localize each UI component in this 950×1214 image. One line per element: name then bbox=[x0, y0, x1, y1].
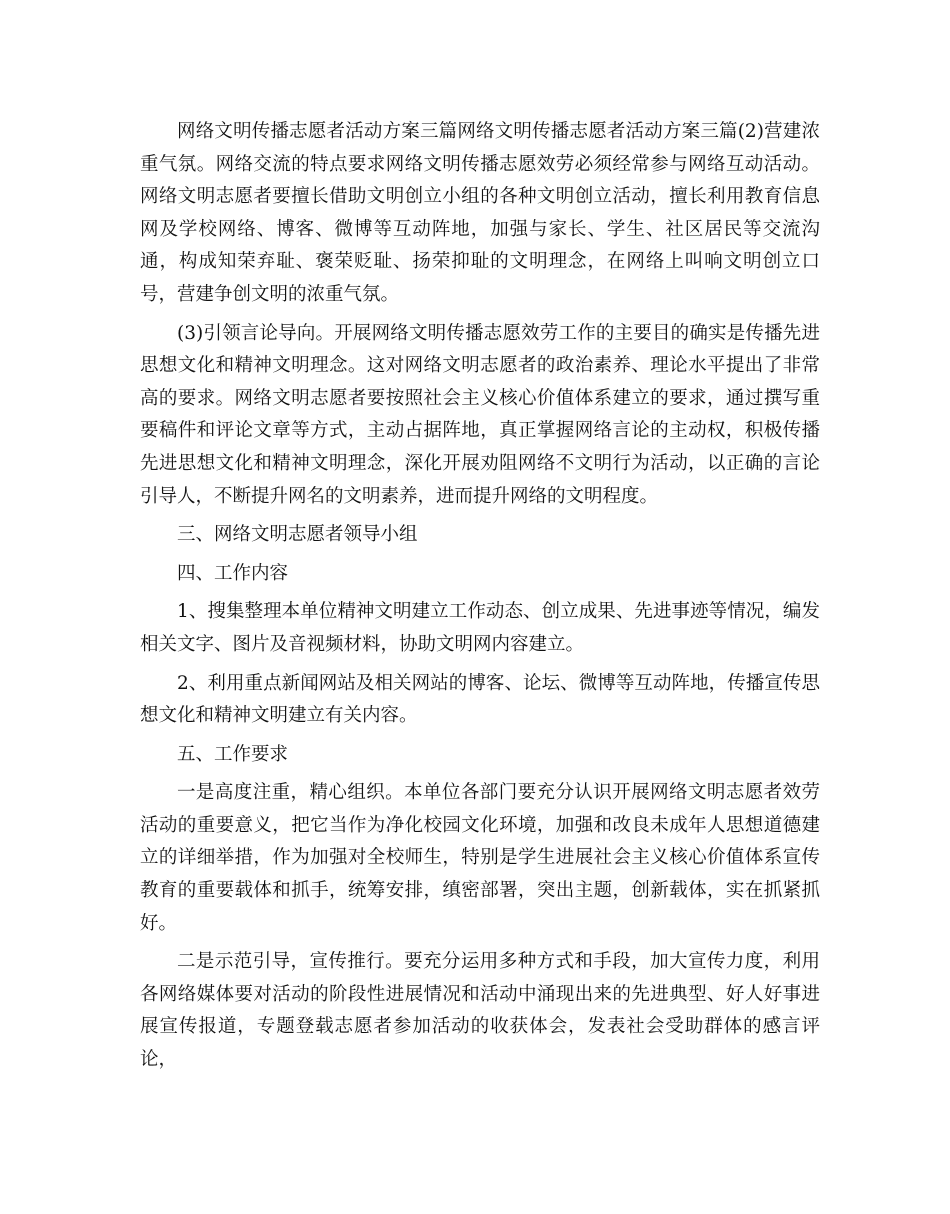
paragraph-guidance: (3)引领言论导向。开展网络文明传播志愿效劳工作的主要目的确实是传播先进思想文化和精神文明理念。这对网络文明志愿者的政治素养、理论水平提出了非常高的要求。网络文明志愿者要按照社会主义核心价值体系建立的要求，通过撰写重要稿件和评论文章等方式，主动占据阵地，真正掌握网络言论的主动权，积极传播先进思想文化和精神文明理念，深化开展劝阻网络不文明行为活动，以正确的言论引导人，不断提升网名的文明素养，进而提升网络的文明程度。 bbox=[140, 322, 820, 507]
heading-work-content: 四、工作内容 bbox=[177, 562, 289, 584]
heading-leadership-group: 三、网络文明志愿者领导小组 bbox=[177, 524, 418, 546]
paragraph-requirement-2: 二是示范引导，宣传推行。要充分运用多种方式和手段，加大宣传力度，利用各网络媒体要对活动的阶段性进展情况和活动中涌现出来的先进典型、好人好事进展宣传报道，专题登载志愿者参加活动的收获体会，发表社会受助群体的感言评论， bbox=[140, 951, 820, 1071]
paragraph-item-1: 1、搜集整理本单位精神文明建立工作动态、创立成果、先进事迹等情况，编发相关文字、图片及音视频材料，协助文明网内容建立。 bbox=[140, 601, 820, 655]
paragraph-requirement-1: 一是高度注重，精心组织。本单位各部门要充分认识开展网络文明志愿者效劳活动的重要意义，把它当作为净化校园文化环境，加强和改良未成年人思想道德建立的详细举措，作为加强对全校师生，特别是学生进展社会主义核心价值体系宣传教育的重要载体和抓手，统筹安排，缜密部署，突出主题，创新载体，实在抓紧抓好。 bbox=[140, 782, 820, 934]
paragraph-item-2: 2、利用重点新闻网站及相关网站的博客、论坛、微博等互动阵地，传播宣传思想文化和精神文明建立有关内容。 bbox=[140, 672, 820, 727]
heading-work-requirements: 五、工作要求 bbox=[177, 743, 289, 765]
paragraph-intro: 网络文明传播志愿者活动方案三篇网络文明传播志愿者活动方案三篇(2)营建浓重气氛。网络交流的特点要求网络文明传播志愿效劳必须经常参与网络互动活动。网络文明志愿者要擅长借助文明创立小组的各种文明创立活动，擅长利用教育信息网及学校网络、博客、微博等互动阵地，加强与家长、学生、社区居民等交流沟通，构成知荣弃耻、褒荣贬耻、扬荣抑耻的文明理念，在网络上叫响文明创立口号，营建争创文明的浓重气氛。 bbox=[140, 121, 820, 305]
document-body bbox=[140, 116, 820, 1077]
